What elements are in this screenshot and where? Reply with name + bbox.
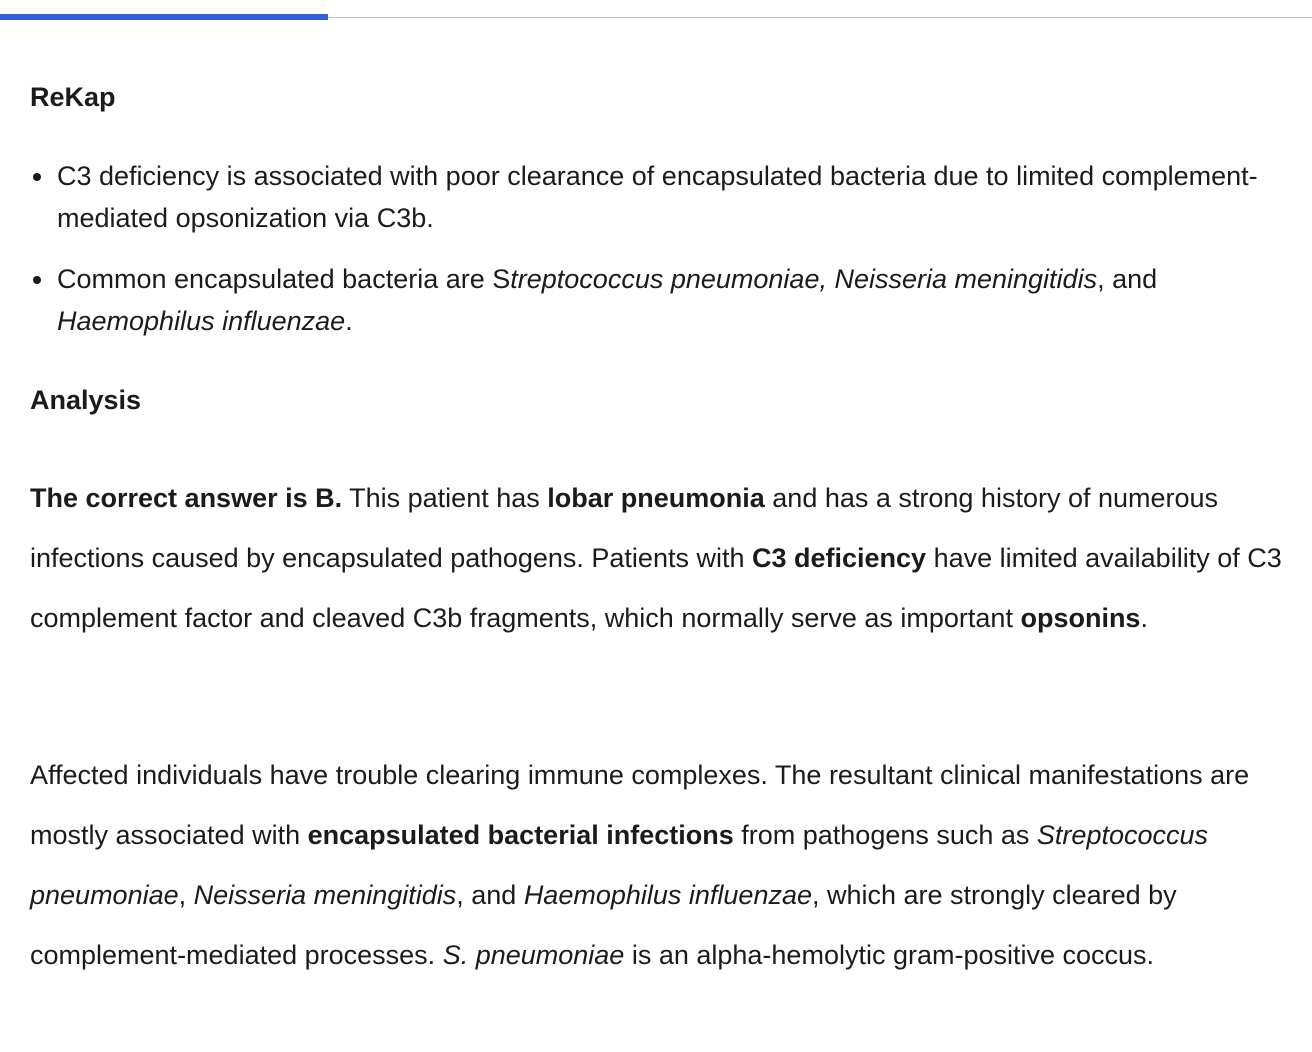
text-run: .	[1140, 603, 1148, 633]
italic-term: treptococcus pneumoniae, Neisseria meningitidis	[510, 264, 1098, 294]
bold-term: opsonins	[1020, 603, 1141, 633]
rekap-list	[30, 155, 1290, 361]
text-run: , and	[1097, 264, 1158, 294]
text-run: .	[345, 306, 353, 336]
italic-term: Haemophilus influenzae	[523, 880, 812, 910]
italic-term: S. pneumoniae	[442, 940, 625, 970]
text-run: and has a strong history of numerous infections caused by encapsulated pathogens. Patients with	[30, 483, 1219, 573]
italic-term: Haemophilus influenzae	[57, 306, 346, 336]
analysis-paragraph-1	[30, 468, 1292, 648]
text-run: , which are strongly cleared by complement-mediated processes.	[30, 880, 1177, 970]
list-item	[30, 155, 1290, 239]
italic-term: Neisseria meningitidis	[193, 880, 457, 910]
text-run: , and	[456, 880, 524, 910]
bold-term: C3 deficiency	[751, 543, 927, 573]
rekap-bullet-text: C3 deficiency is associated with poor clearance of encapsulated bacteria due to limited complement-mediated opsonization via C3b.	[57, 161, 1258, 233]
bold-term: encapsulated bacterial infections	[307, 820, 734, 850]
bold-term: The correct answer is B.	[30, 483, 343, 513]
bold-term: lobar pneumonia	[547, 483, 765, 513]
progress-bar-fill	[0, 14, 328, 20]
text-run: from pathogens such as	[733, 820, 1037, 850]
rekap-heading: ReKap	[30, 82, 116, 112]
analysis-heading: Analysis	[30, 385, 142, 415]
text-run: is an alpha-hemolytic gram-positive coccus.	[624, 940, 1155, 970]
text-run: have limited availability of C3 complement factor and cleaved C3b fragments, which normally serve as important	[30, 543, 1282, 633]
italic-term: Streptococcus pneumoniae	[30, 820, 1209, 910]
list-item	[30, 258, 1290, 342]
text-run: Common encapsulated bacteria are S	[57, 264, 511, 294]
analysis-paragraph-2	[30, 745, 1292, 985]
text-run: This patient has	[342, 483, 548, 513]
text-run: Affected individuals have trouble clearing immune complexes. The resultant clinical manifestations are mostly associated with	[30, 760, 1250, 850]
text-run: ,	[178, 880, 194, 910]
